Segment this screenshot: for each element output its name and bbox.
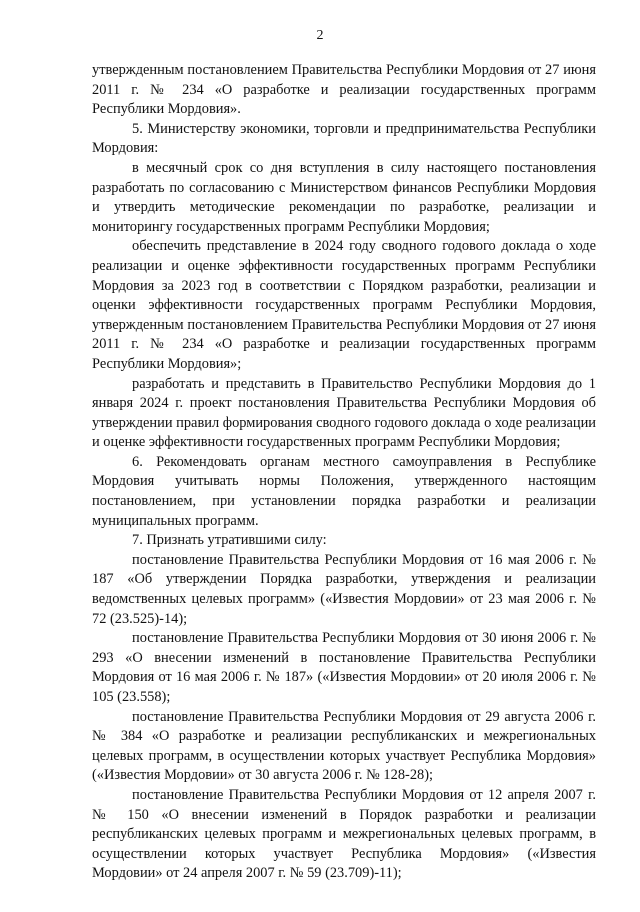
paragraph-5-report: обеспечить представление в 2024 году сводного годового доклада о ходе реализации и оценке эффективности государственных программ Республики Мордовия за 2023 год в соответствии с Порядком разработки, реализации и оценки эффективности государственных программ Республики Мордовия, утвержденным постановлением Правительства Республики Мордовия от 27 июня 2011 г. № 234 «О разработке и реализации государственных программ Республики Мордовия»; <box>92 238 596 372</box>
paragraph-item-7: 7. Признать утратившими силу: <box>132 532 327 549</box>
paragraph-repeal-3: постановление Правительства Республики Мордовия от 29 августа 2006 г. № 384 «О разработке и реализации республиканских и межрегиональных целевых программ, в осуществлении которых участвует Республика Мордовия» («Известия Мордовии» от 30 августа 2006 г. № 128-28); <box>92 708 596 784</box>
paragraph-item-5: 5. Министерству экономики, торговли и предпринимательства Республики Мордовия: <box>92 120 596 157</box>
paragraph-repeal-2: постановление Правительства Республики Мордовия от 30 июня 2006 г. № 293 «О внесении изменений в постановление Правительства Республики Мордовия от 16 мая 2006 г. № 187» («Известия Мордовии» от 20 июля 2006 г. № 105 (23.558); <box>92 630 596 705</box>
document-body <box>92 61 596 884</box>
paragraph-item-6: 6. Рекомендовать органам местного самоуправления в Республике Мордовия учитывать нормы Положения, утвержденного настоящим постановлением, при установлении порядка разработки и реализации муниципальных программ. <box>92 453 596 529</box>
paragraph-continuation: утвержденным постановлением Правительства Республики Мордовия от 27 июня 2011 г. № 234 «О разработке и реализации государственных программ Республики Мордовия». <box>92 62 596 118</box>
paragraph-5-deadline: в месячный срок со дня вступления в силу настоящего постановления разработать по согласованию с Министерством финансов Республики Мордовия и утвердить методические рекомендации по разработке, реализации и мониторингу государственных программ Республики Мордовия; <box>92 159 596 235</box>
paragraph-repeal-4: постановление Правительства Республики Мордовия от 12 апреля 2007 г. № 150 «О внесении изменений в Порядок разработки и реализации республиканских целевых программ и межрегиональных целевых программ, в осуществлении которых участвует Республика Мордовия» («Известия Мордовии» от 24 апреля 2007 г. № 59 (23.709)-11); <box>92 786 596 882</box>
paragraph-5-draft: разработать и представить в Правительство Республики Мордовия до 1 января 2024 г. проект постановления Правительства Республики Мордовия об утверждении правил формирования сводного годового доклада о ходе реализации и оценке эффективности государственных программ Республики Мордовия; <box>92 375 596 451</box>
page-number: 2 <box>316 28 324 43</box>
paragraph-repeal-1: постановление Правительства Республики Мордовия от 16 мая 2006 г. № 187 «Об утверждении Порядка разработки, утверждения и реализации ведомственных целевых программ» («Известия Мордовии» от 23 мая 2006 г. № 72 (23.525)-14); <box>92 551 596 627</box>
